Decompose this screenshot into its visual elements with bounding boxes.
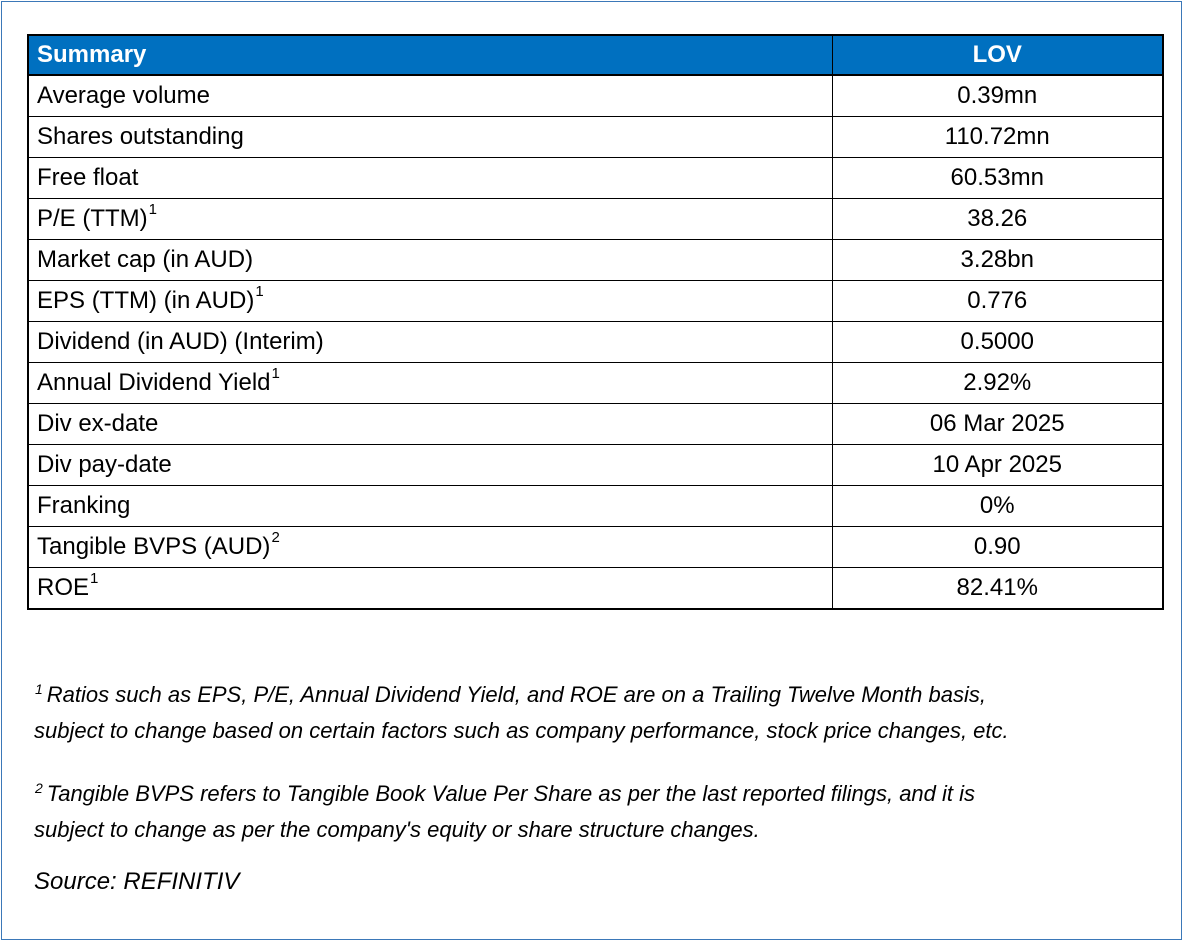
row-label: Average volume — [37, 82, 210, 109]
row-value: 0.90 — [832, 527, 1163, 568]
table-row — [28, 486, 1163, 527]
footnote-2 — [34, 776, 1164, 848]
table-row — [28, 75, 1163, 117]
row-label: Market cap (in AUD) — [37, 246, 254, 273]
row-label-cell — [28, 445, 832, 486]
row-label-cell — [28, 404, 832, 445]
row-label: Dividend (in AUD) (Interim) — [37, 328, 324, 355]
footnote-2-text-1: Tangible BVPS refers to Tangible Book Value Per Share as per the last reported filings, and it is — [46, 781, 976, 806]
footnote-2-line-2: subject to change as per the company's equity or share structure changes. — [34, 817, 760, 842]
row-label: Tangible BVPS (AUD) — [37, 533, 271, 560]
row-value: 38.26 — [832, 199, 1163, 240]
content-frame — [1, 1, 1182, 940]
row-label-cell — [28, 117, 832, 158]
row-label: Free float — [37, 164, 139, 191]
row-value: 3.28bn — [832, 240, 1163, 281]
footnote-1-text-1: Ratios such as EPS, P/E, Annual Dividend Yield, and ROE are on a Trailing Twelve Month basis, — [46, 682, 986, 707]
footnote-ref: 1 — [90, 570, 99, 587]
footnote-ref: 1 — [271, 365, 280, 382]
table-row — [28, 527, 1163, 568]
row-label-cell — [28, 322, 832, 363]
footnote-1-line-1 — [34, 677, 1164, 713]
table-row — [28, 363, 1163, 404]
row-value: 60.53mn — [832, 158, 1163, 199]
footnote-ref: 2 — [271, 529, 280, 546]
table-row — [28, 568, 1163, 610]
table-row — [28, 404, 1163, 445]
row-label: Div ex-date — [37, 410, 159, 437]
row-label-cell — [28, 527, 832, 568]
footnote-2-mark: 2 — [35, 780, 43, 796]
footnote-ref: 1 — [148, 201, 157, 218]
row-label: Franking — [37, 492, 131, 519]
row-label-cell — [28, 568, 832, 610]
row-label: Shares outstanding — [37, 123, 244, 150]
footnote-ref: 1 — [255, 283, 264, 300]
table-row — [28, 281, 1163, 322]
header-ticker: LOV — [832, 35, 1163, 75]
row-label: EPS (TTM) (in AUD) — [37, 287, 255, 314]
table-header-row — [28, 35, 1163, 75]
row-label-cell — [28, 486, 832, 527]
row-value: 0.39mn — [832, 75, 1163, 117]
footnote-1-line-2: subject to change based on certain factors such as company performance, stock price changes, etc. — [34, 718, 1009, 743]
row-label-cell — [28, 363, 832, 404]
row-label: Div pay-date — [37, 451, 172, 478]
footnotes — [34, 677, 1164, 900]
row-label-cell — [28, 240, 832, 281]
summary-table — [27, 34, 1164, 610]
row-value: 0.5000 — [832, 322, 1163, 363]
row-value: 2.92% — [832, 363, 1163, 404]
header-summary: Summary — [28, 35, 832, 75]
row-value: 10 Apr 2025 — [832, 445, 1163, 486]
table-row — [28, 158, 1163, 199]
row-value: 0.776 — [832, 281, 1163, 322]
footnote-1-mark: 1 — [35, 681, 43, 697]
row-label-cell — [28, 158, 832, 199]
footnote-1 — [34, 677, 1164, 749]
row-value: 06 Mar 2025 — [832, 404, 1163, 445]
source-note: Source: REFINITIV — [34, 868, 240, 895]
footnote-2-line-1 — [34, 776, 1164, 812]
row-label: ROE — [37, 574, 90, 601]
table-row — [28, 199, 1163, 240]
row-value: 0% — [832, 486, 1163, 527]
table-row — [28, 117, 1163, 158]
row-value: 82.41% — [832, 568, 1163, 610]
row-label: P/E (TTM) — [37, 205, 148, 232]
table-row — [28, 240, 1163, 281]
row-label-cell — [28, 75, 832, 117]
row-label: Annual Dividend Yield — [37, 369, 271, 396]
table-row — [28, 445, 1163, 486]
row-label-cell — [28, 281, 832, 322]
table-row — [28, 322, 1163, 363]
row-label-cell — [28, 199, 832, 240]
row-value: 110.72mn — [832, 117, 1163, 158]
